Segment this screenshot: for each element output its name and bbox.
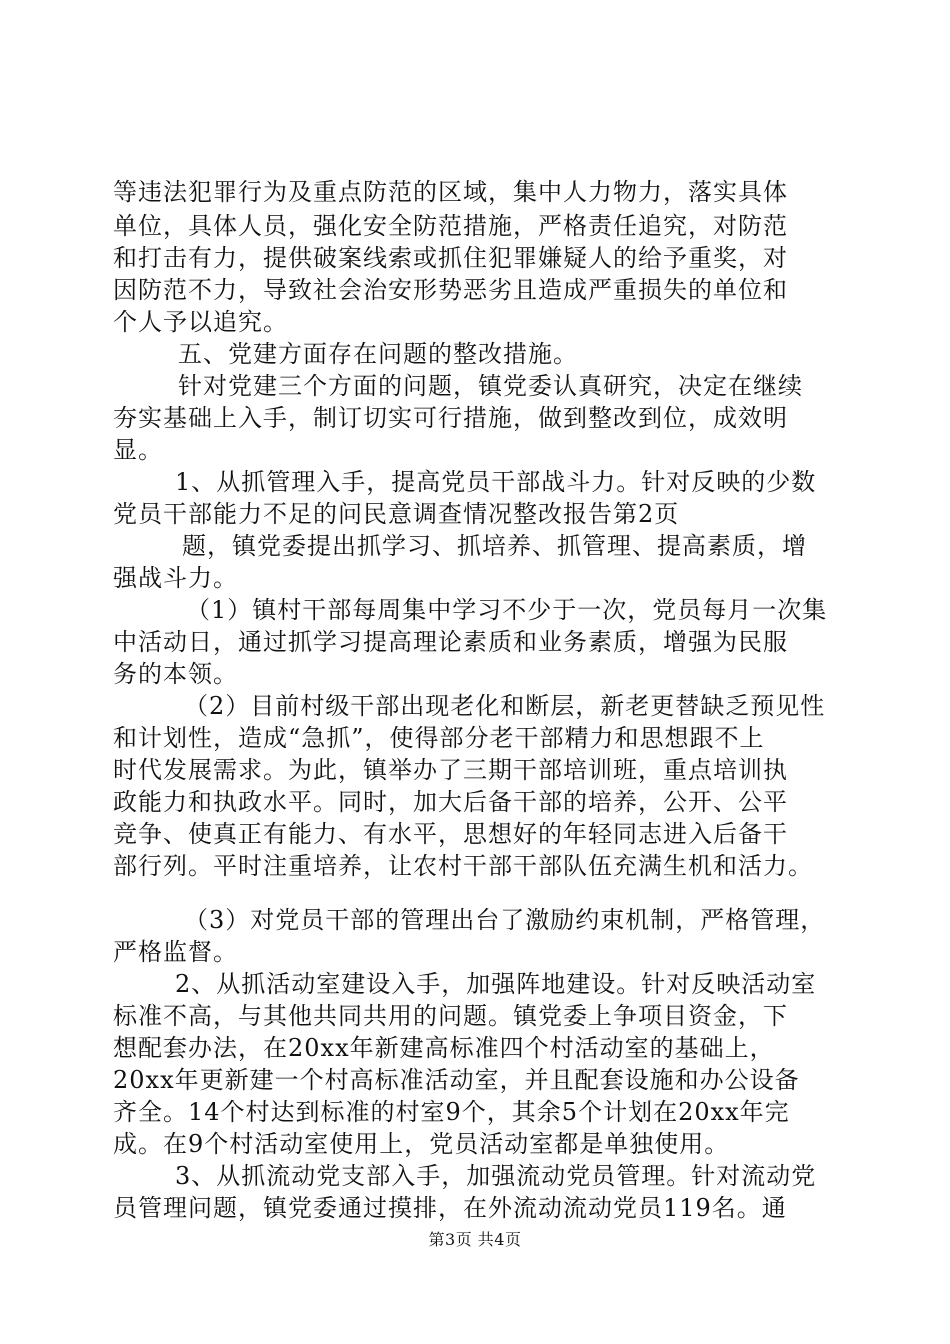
body-line: 个人予以追究。 — [113, 308, 288, 336]
body-line: 时代发展需求。为此，镇举办了三期干部培训班，重点培训执 — [113, 756, 788, 784]
body-line: （2）目前村级干部出现老化和断层，新老更替缺乏预见性 — [184, 692, 826, 720]
body-line: 因防范不力，导致社会治安形势恶劣且造成严重损失的单位和 — [113, 276, 788, 304]
body-line: （1）镇村干部每周集中学习不少于一次，党员每月一次集 — [186, 596, 828, 624]
body-line: 和打击有力，提供破案线索或抓住犯罪嫌疑人的给予重奖，对 — [113, 244, 788, 272]
body-line: 成。在9个村活动室使用上，党员活动室都是单独使用。 — [113, 1130, 730, 1158]
body-line: 等违法犯罪行为及重点防范的区域，集中人力物力，落实具体 — [113, 178, 788, 206]
body-line: 1、从抓管理入手，提高党员干部战斗力。针对反映的少数 — [175, 468, 817, 496]
body-line: 齐全。14个村达到标准的村室9个，其余5个计划在20xx年完 — [113, 1098, 790, 1126]
body-line: （3）对党员干部的管理出台了激励约束机制，严格管理， — [184, 906, 826, 934]
page-footer — [0, 1230, 950, 1250]
body-line: 3、从抓流动党支部入手，加强流动党员管理。针对流动党 — [175, 1162, 817, 1190]
body-line: 和计划性，造成“急抓”，使得部分老干部精力和思想跟不上 — [113, 724, 765, 752]
page-number-label: 第3页 共4页 — [428, 1230, 522, 1249]
body-line: 2、从抓活动室建设入手，加强阵地建设。针对反映活动室 — [175, 970, 817, 998]
body-line: 务的本领。 — [113, 660, 238, 688]
body-line: 政能力和执政水平。同时，加大后备干部的培养，公开、公平 — [113, 788, 788, 816]
body-line: 强战斗力。 — [113, 564, 238, 592]
body-line: 单位，具体人员，强化安全防范措施，严格责任追究，对防范 — [113, 212, 788, 240]
body-line: 题，镇党委提出抓学习、抓培养、抓管理、提高素质，增 — [182, 532, 807, 560]
body-line: 竞争、使真正有能力、有水平，思想好的年轻同志进入后备干 — [113, 820, 788, 848]
body-line: 标准不高，与其他共同共用的问题。镇党委上争项目资金，下 — [113, 1002, 788, 1030]
body-line: 员管理问题，镇党委通过摸排，在外流动流动党员119名。通 — [113, 1194, 787, 1222]
body-line: 中活动日，通过抓学习提高理论素质和业务素质，增强为民服 — [113, 628, 788, 656]
section-heading: 五、党建方面存在问题的整改措施。 — [178, 340, 578, 368]
body-line: 想配套办法，在20xx年新建高标准四个村活动室的基础上， — [113, 1034, 775, 1062]
body-line: 党员干部能力不足的问民意调查情况整改报告第2页 — [113, 500, 680, 528]
body-line: 严格监督。 — [113, 938, 238, 966]
body-line: 针对党建三个方面的问题，镇党委认真研究，决定在继续 — [178, 372, 803, 400]
body-line: 显。 — [113, 436, 163, 464]
body-line: 部行列。平时注重培养，让农村干部干部队伍充满生机和活力。 — [113, 852, 813, 880]
body-line: 20xx年更新建一个村高标准活动室，并且配套设施和办公设备 — [113, 1066, 800, 1094]
body-line: 夯实基础上入手，制订切实可行措施，做到整改到位，成效明 — [113, 404, 788, 432]
